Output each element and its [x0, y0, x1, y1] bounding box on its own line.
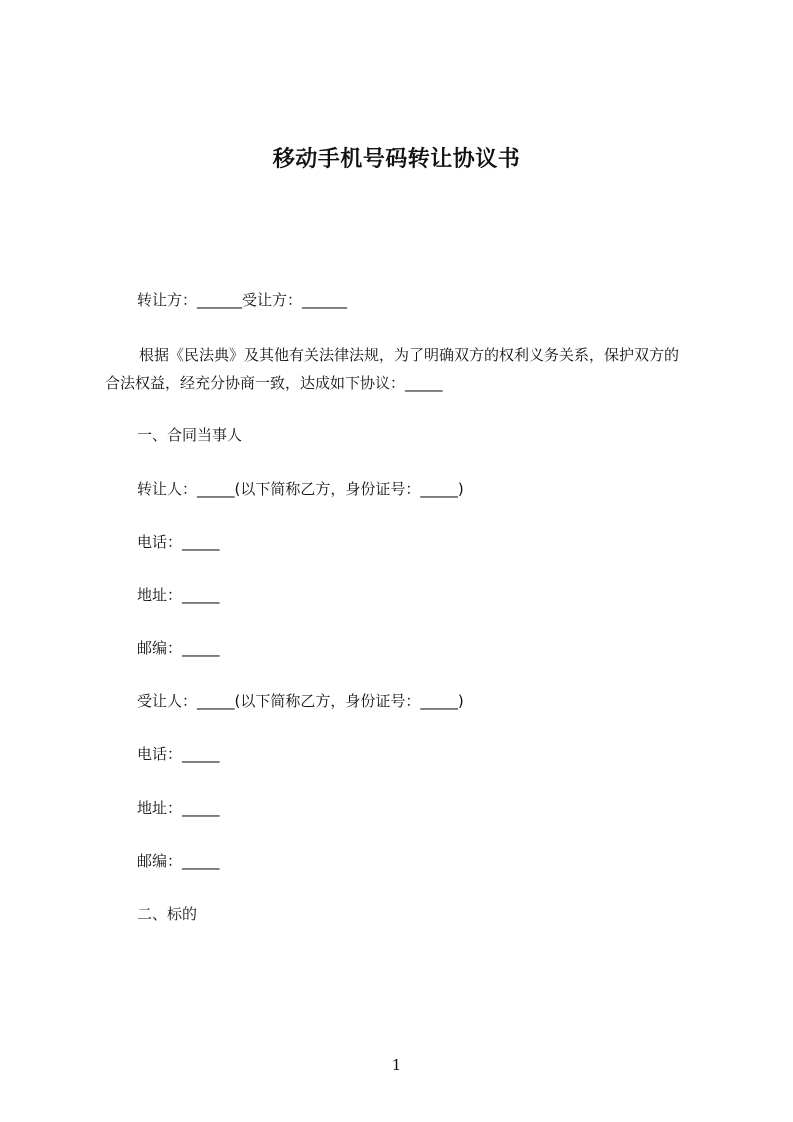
transferor-phone: 电话：_____	[137, 533, 220, 551]
transferor-postcode: 邮编：_____	[137, 639, 220, 657]
section-heading-subject: 二、标的	[137, 905, 198, 923]
document-title: 移动手机号码转让协议书	[272, 147, 521, 172]
intro-paragraph: 根据《民法典》及其他有关法律法规，为了明确双方的权利义务关系，保护双方的合法权益，经充分协商一致，达成如下协议：_____	[105, 346, 680, 392]
parties-line: 转让方：______受让方：______	[137, 291, 348, 309]
transferor-address: 地址：_____	[137, 586, 220, 604]
transferee-phone: 电话：_____	[137, 745, 220, 763]
transferee-name-line: 受让人：_____(以下简称乙方，身份证号：_____)	[137, 692, 464, 710]
transferee-postcode: 邮编：_____	[137, 852, 220, 870]
page-number: 1	[391, 1056, 402, 1074]
transferor-name-line: 转让人：_____(以下简称乙方，身份证号：_____)	[137, 480, 464, 498]
transferee-address: 地址：_____	[137, 799, 220, 817]
section-heading-parties: 一、合同当事人	[137, 426, 243, 444]
